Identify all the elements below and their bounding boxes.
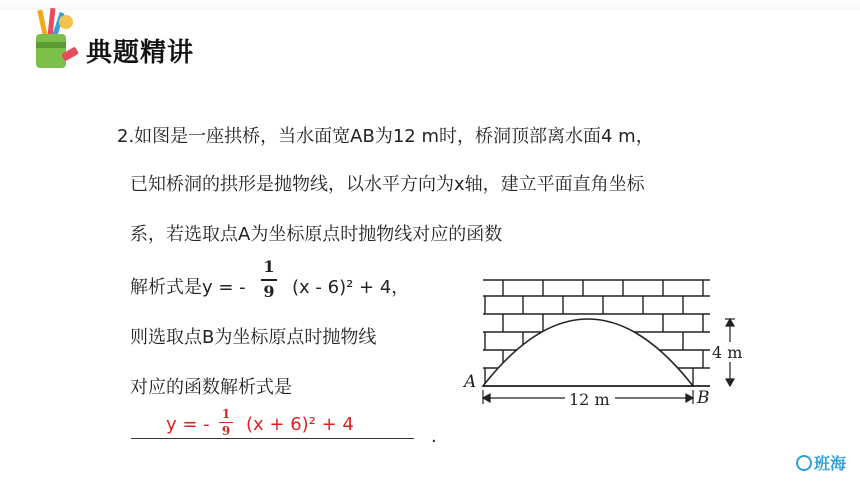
fraction-bar (261, 279, 277, 281)
pencil-cup-icon (22, 8, 82, 72)
fraction-numerator: 1 (263, 257, 275, 276)
problem-text-line-2: 已知桥洞的拱形是抛物线，以水平方向为x轴，建立平面直角坐标 (130, 174, 645, 195)
page-title: 典题精讲 (86, 38, 195, 68)
answer-fraction-denominator: 9 (221, 424, 231, 438)
problem-text-line-4-prefix: 解析式是y = - (130, 277, 246, 298)
brand-name: 班海 (813, 454, 846, 473)
height-label: 4 m (712, 343, 743, 362)
fraction-denominator: 9 (263, 282, 275, 301)
point-b-label: B (697, 388, 710, 408)
problem-text-line-6: 对应的函数解析式是 (130, 377, 292, 398)
brand-logo (796, 451, 846, 474)
answer-suffix: (x + 6)² + 4 (246, 414, 354, 435)
brand-circle-icon (796, 455, 812, 471)
problem-text-line-5: 则选取点B为坐标原点时抛物线 (130, 327, 377, 348)
point-a-label: A (464, 372, 477, 392)
parabolic-arch (483, 319, 693, 386)
problem-text-line-4-suffix: (x - 6)² + 4， (292, 277, 410, 298)
answer-blank-line (131, 438, 414, 439)
arch-bridge-figure (455, 270, 765, 410)
problem-text-line-3: 系，若选取点A为坐标原点时抛物线对应的函数 (130, 224, 503, 245)
answer-fraction-bar (219, 422, 233, 423)
width-label: 12 m (569, 390, 610, 409)
period: . (431, 426, 437, 447)
answer-fraction-numerator: 1 (221, 407, 231, 421)
header-bar (0, 0, 860, 10)
answer-prefix: y = - (166, 414, 210, 435)
problem-text-line-1: 2.如图是一座拱桥，当水面宽AB为12 m时，桥洞顶部离水面4 m， (117, 126, 654, 147)
